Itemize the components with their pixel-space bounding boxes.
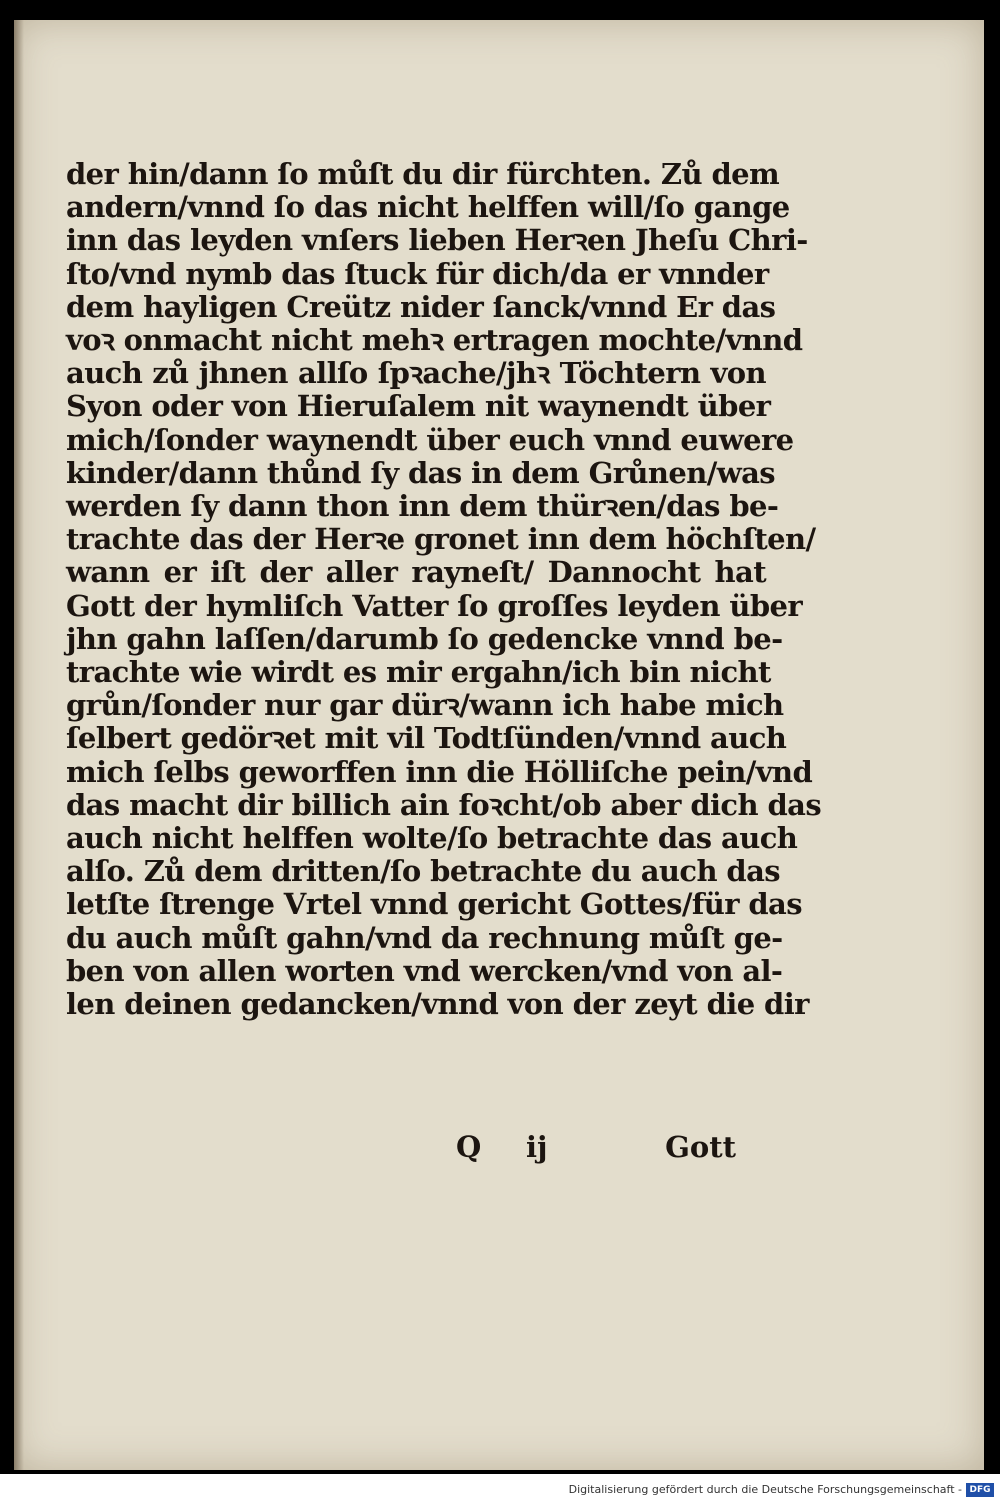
signature-number: ij	[526, 1130, 548, 1164]
text-line: ben von allen worten vnd wercken/vnd von al-	[66, 953, 783, 988]
text-line: inn das leyden vnſers lieben Herꝛen Jheſu Chri-	[66, 223, 808, 258]
text-line: das macht dir billich ain foꝛcht/ob aber dich das	[66, 787, 822, 822]
text-line: trachte das der Herꝛe gronet inn dem höchſten/	[66, 522, 816, 557]
text-line: mich ſelbs geworffen inn die Hölliſche pein/vnd	[66, 754, 813, 789]
page-text	[66, 157, 822, 1022]
text-line: andern/vnnd ſo das nicht helffen will/ſo gange	[66, 190, 790, 225]
text-line: kinder/dann thůnd ſy das in dem Grůnen/was	[66, 455, 775, 490]
text-line: ſelbert gedörꝛet mit vil Todtſünden/vnnd auch	[66, 721, 787, 756]
text-line: trachte wie wirdt es mir ergahn/ich bin nicht	[66, 655, 771, 690]
text-line: letſte ſtrenge Vrtel vnnd gericht Gottes/für das	[66, 887, 802, 922]
book-page	[14, 20, 984, 1470]
text-line: wann er iſt der aller rayneſt/ Dannocht hat	[66, 555, 766, 590]
text-line: alſo. Zů dem dritten/ſo betrachte du auch das	[66, 854, 781, 889]
text-line: ſto/vnd nymb das ſtuck für dich/da er vnnder	[66, 256, 769, 291]
text-line: du auch můſt gahn/vnd da rechnung můſt ge-	[66, 920, 783, 955]
text-line: Gott der hymliſch Vatter ſo groſſes leyden über	[66, 588, 803, 623]
text-line: mich/ſonder waynendt über euch vnnd euwere	[66, 422, 794, 457]
text-line: jhn gahn laſſen/darumb ſo gedencke vnnd be-	[66, 621, 783, 656]
catchword: Gott	[665, 1130, 736, 1164]
credit-bar	[0, 1474, 1000, 1502]
text-line: voꝛ onmacht nicht mehꝛ ertragen mochte/vnnd	[66, 323, 803, 358]
text-line: der hin/dann ſo můſt du dir fürchten. Zů dem	[66, 157, 780, 191]
text-line: dem hayligen Creütz nider ſanck/vnnd Er das	[66, 289, 776, 324]
page-footer	[66, 1130, 736, 1170]
credit-text: Digitalisierung gefördert durch die Deutsche Forschungsgemeinschaft -	[568, 1483, 962, 1496]
text-line: grůn/ſonder nur gar dürꝛ/wann ich habe mich	[66, 688, 784, 723]
text-line: Syon oder von Hieruſalem nit waynendt über	[66, 389, 771, 424]
text-line: auch nicht helffen wolte/ſo betrachte das auch	[66, 821, 798, 856]
text-line: auch zů jhnen allſo ſpꝛache/jhꝛ Töchtern von	[66, 356, 766, 391]
text-line: werden ſy dann thon inn dem thürꝛen/das be-	[66, 489, 779, 524]
signature-mark: Q	[456, 1130, 482, 1164]
dfg-logo-icon: DFG	[966, 1483, 994, 1497]
text-line: len deinen gedancken/vnnd von der zeyt die dir	[66, 987, 809, 1022]
